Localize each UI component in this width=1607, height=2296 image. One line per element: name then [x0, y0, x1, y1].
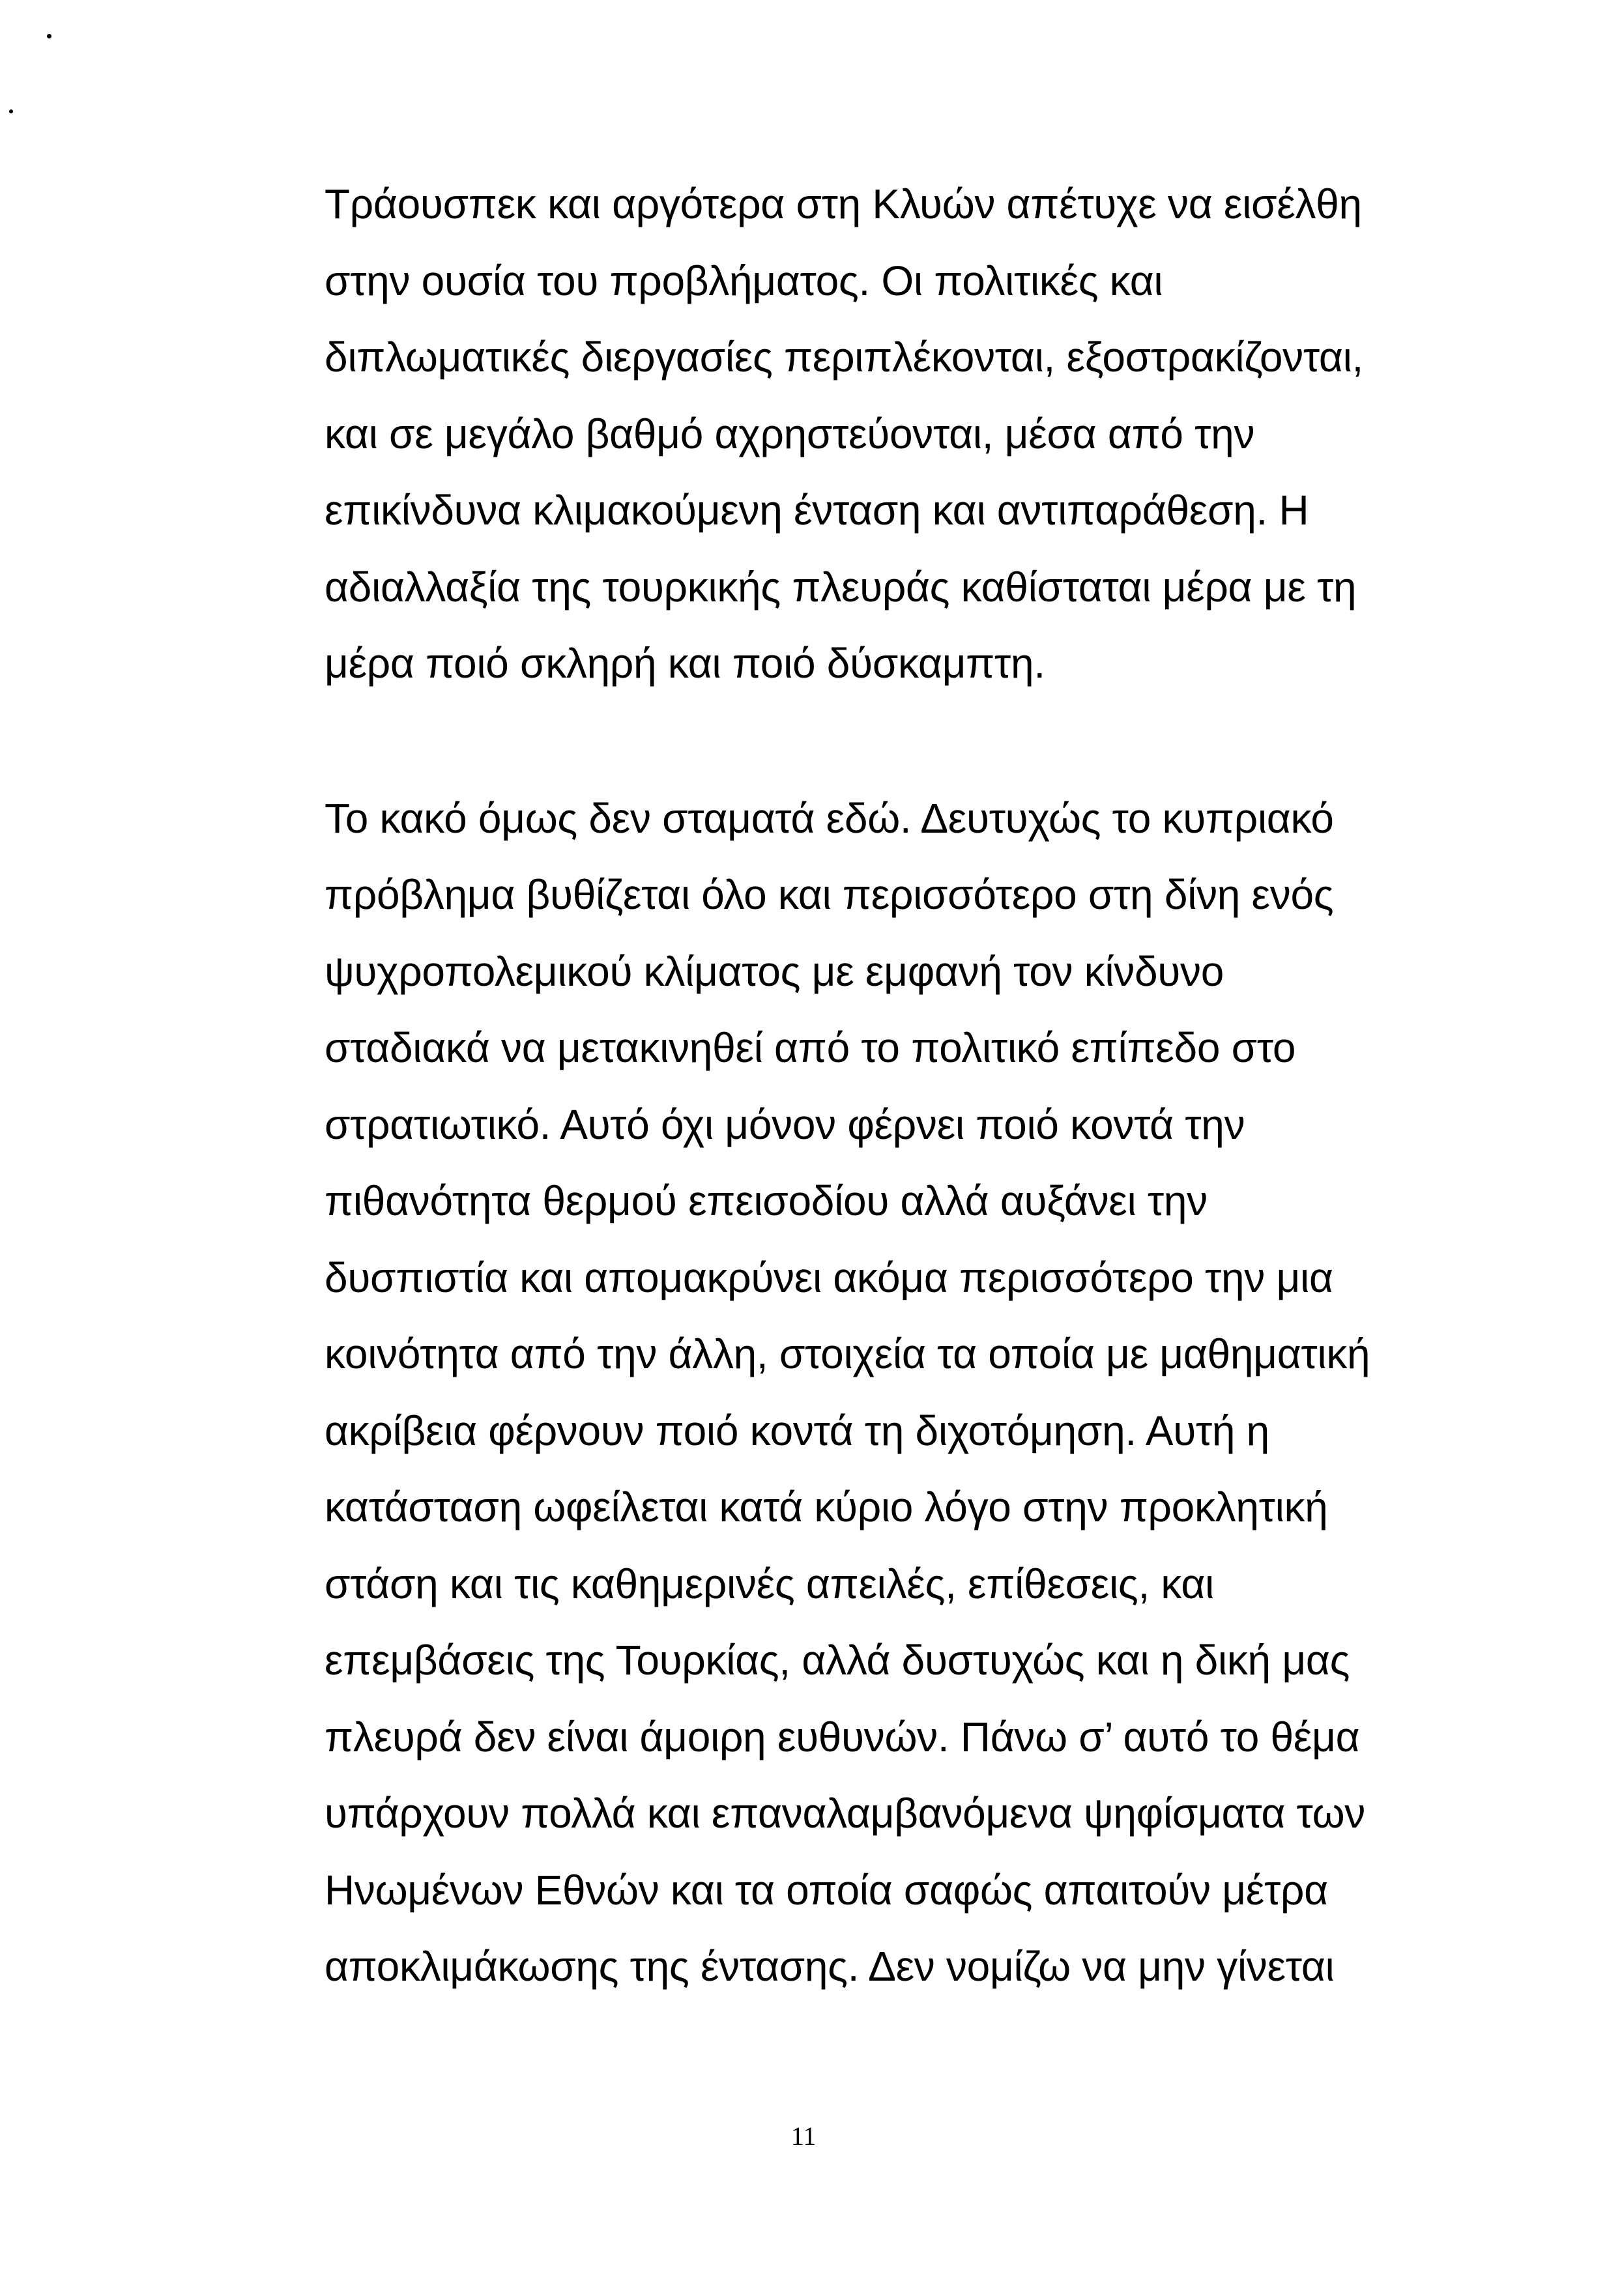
scan-speck	[47, 34, 51, 38]
paragraph-gap	[325, 702, 1471, 781]
text-line: κοινότητα από την άλλη, στοιχεία τα οποία με μαθηματική	[325, 1330, 1370, 1377]
text-line: ψυχροπολεμικού κλίματος με εμφανή τον κίνδυνο	[325, 947, 1224, 995]
text-line: μέρα ποιό σκληρή και ποιό δύσκαμπτη.	[325, 640, 1045, 687]
text-line: αποκλιμάκωσης της έντασης. Δεν νομίζω να μην γίνεται	[325, 1943, 1335, 1990]
page-number: 11	[790, 2121, 817, 2151]
text-line: επικίνδυνα κλιμακούμενη ένταση και αντιπαράθεση. Η	[325, 487, 1309, 534]
text-line: στην ουσία του προβλήματος. Οι πολιτικές και	[325, 257, 1163, 304]
text-line: πλευρά δεν είναι άμοιρη ευθυνών. Πάνω σ’ αυτό το θέμα	[325, 1713, 1360, 1760]
text-line: Τράουσπεκ και αργότερα στη Κλυών απέτυχε να εισέλθη	[325, 180, 1362, 227]
text-line: στάση και τις καθημερινές απειλές, επίθεσεις, και	[325, 1560, 1214, 1607]
text-line: και σε μεγάλο βαθμό αχρηστεύονται, μέσα από την	[325, 410, 1255, 457]
paragraph-2	[325, 781, 1471, 2005]
text-line: ακρίβεια φέρνουν ποιό κοντά τη διχοτόμηση. Αυτή η	[325, 1407, 1269, 1454]
text-line: διπλωματικές διεργασίες περιπλέκονται, εξοστρακίζονται,	[325, 334, 1364, 380]
text-line: στρατιωτικό. Αυτό όχι μόνον φέρνει ποιό κοντά την	[325, 1100, 1245, 1148]
text-line: υπάρχουν πολλά και επαναλαμβανόμενα ψηφίσματα των	[325, 1790, 1365, 1837]
text-line: δυσπιστία και απομακρύνει ακόμα περισσότερο την μια	[325, 1254, 1333, 1301]
text-line: Το κακό όμως δεν σταματά εδώ. Δευτυχώς το κυπριακό	[325, 794, 1334, 842]
text-line: σταδιακά να μετακινηθεί από το πολιτικό επίπεδο στο	[325, 1024, 1296, 1071]
scan-speck	[9, 109, 13, 113]
body-text	[325, 166, 1471, 2005]
text-line: επεμβάσεις της Τουρκίας, αλλά δυστυχώς και η δική μας	[325, 1637, 1350, 1684]
text-line: Ηνωμένων Εθνών και τα οποία σαφώς απαιτούν μέτρα	[325, 1866, 1328, 1914]
paragraph-1	[325, 166, 1471, 702]
text-line: πιθανότητα θερμού επεισοδίου αλλά αυξάνει την	[325, 1177, 1208, 1224]
text-line: κατάσταση ωφείλεται κατά κύριο λόγο στην προκλητική	[325, 1484, 1328, 1530]
text-line: αδιαλλαξία της τουρκικής πλευράς καθίσταται μέρα με τη	[325, 563, 1357, 610]
text-line: πρόβλημα βυθίζεται όλο και περισσότερο στη δίνη ενός	[325, 871, 1334, 918]
